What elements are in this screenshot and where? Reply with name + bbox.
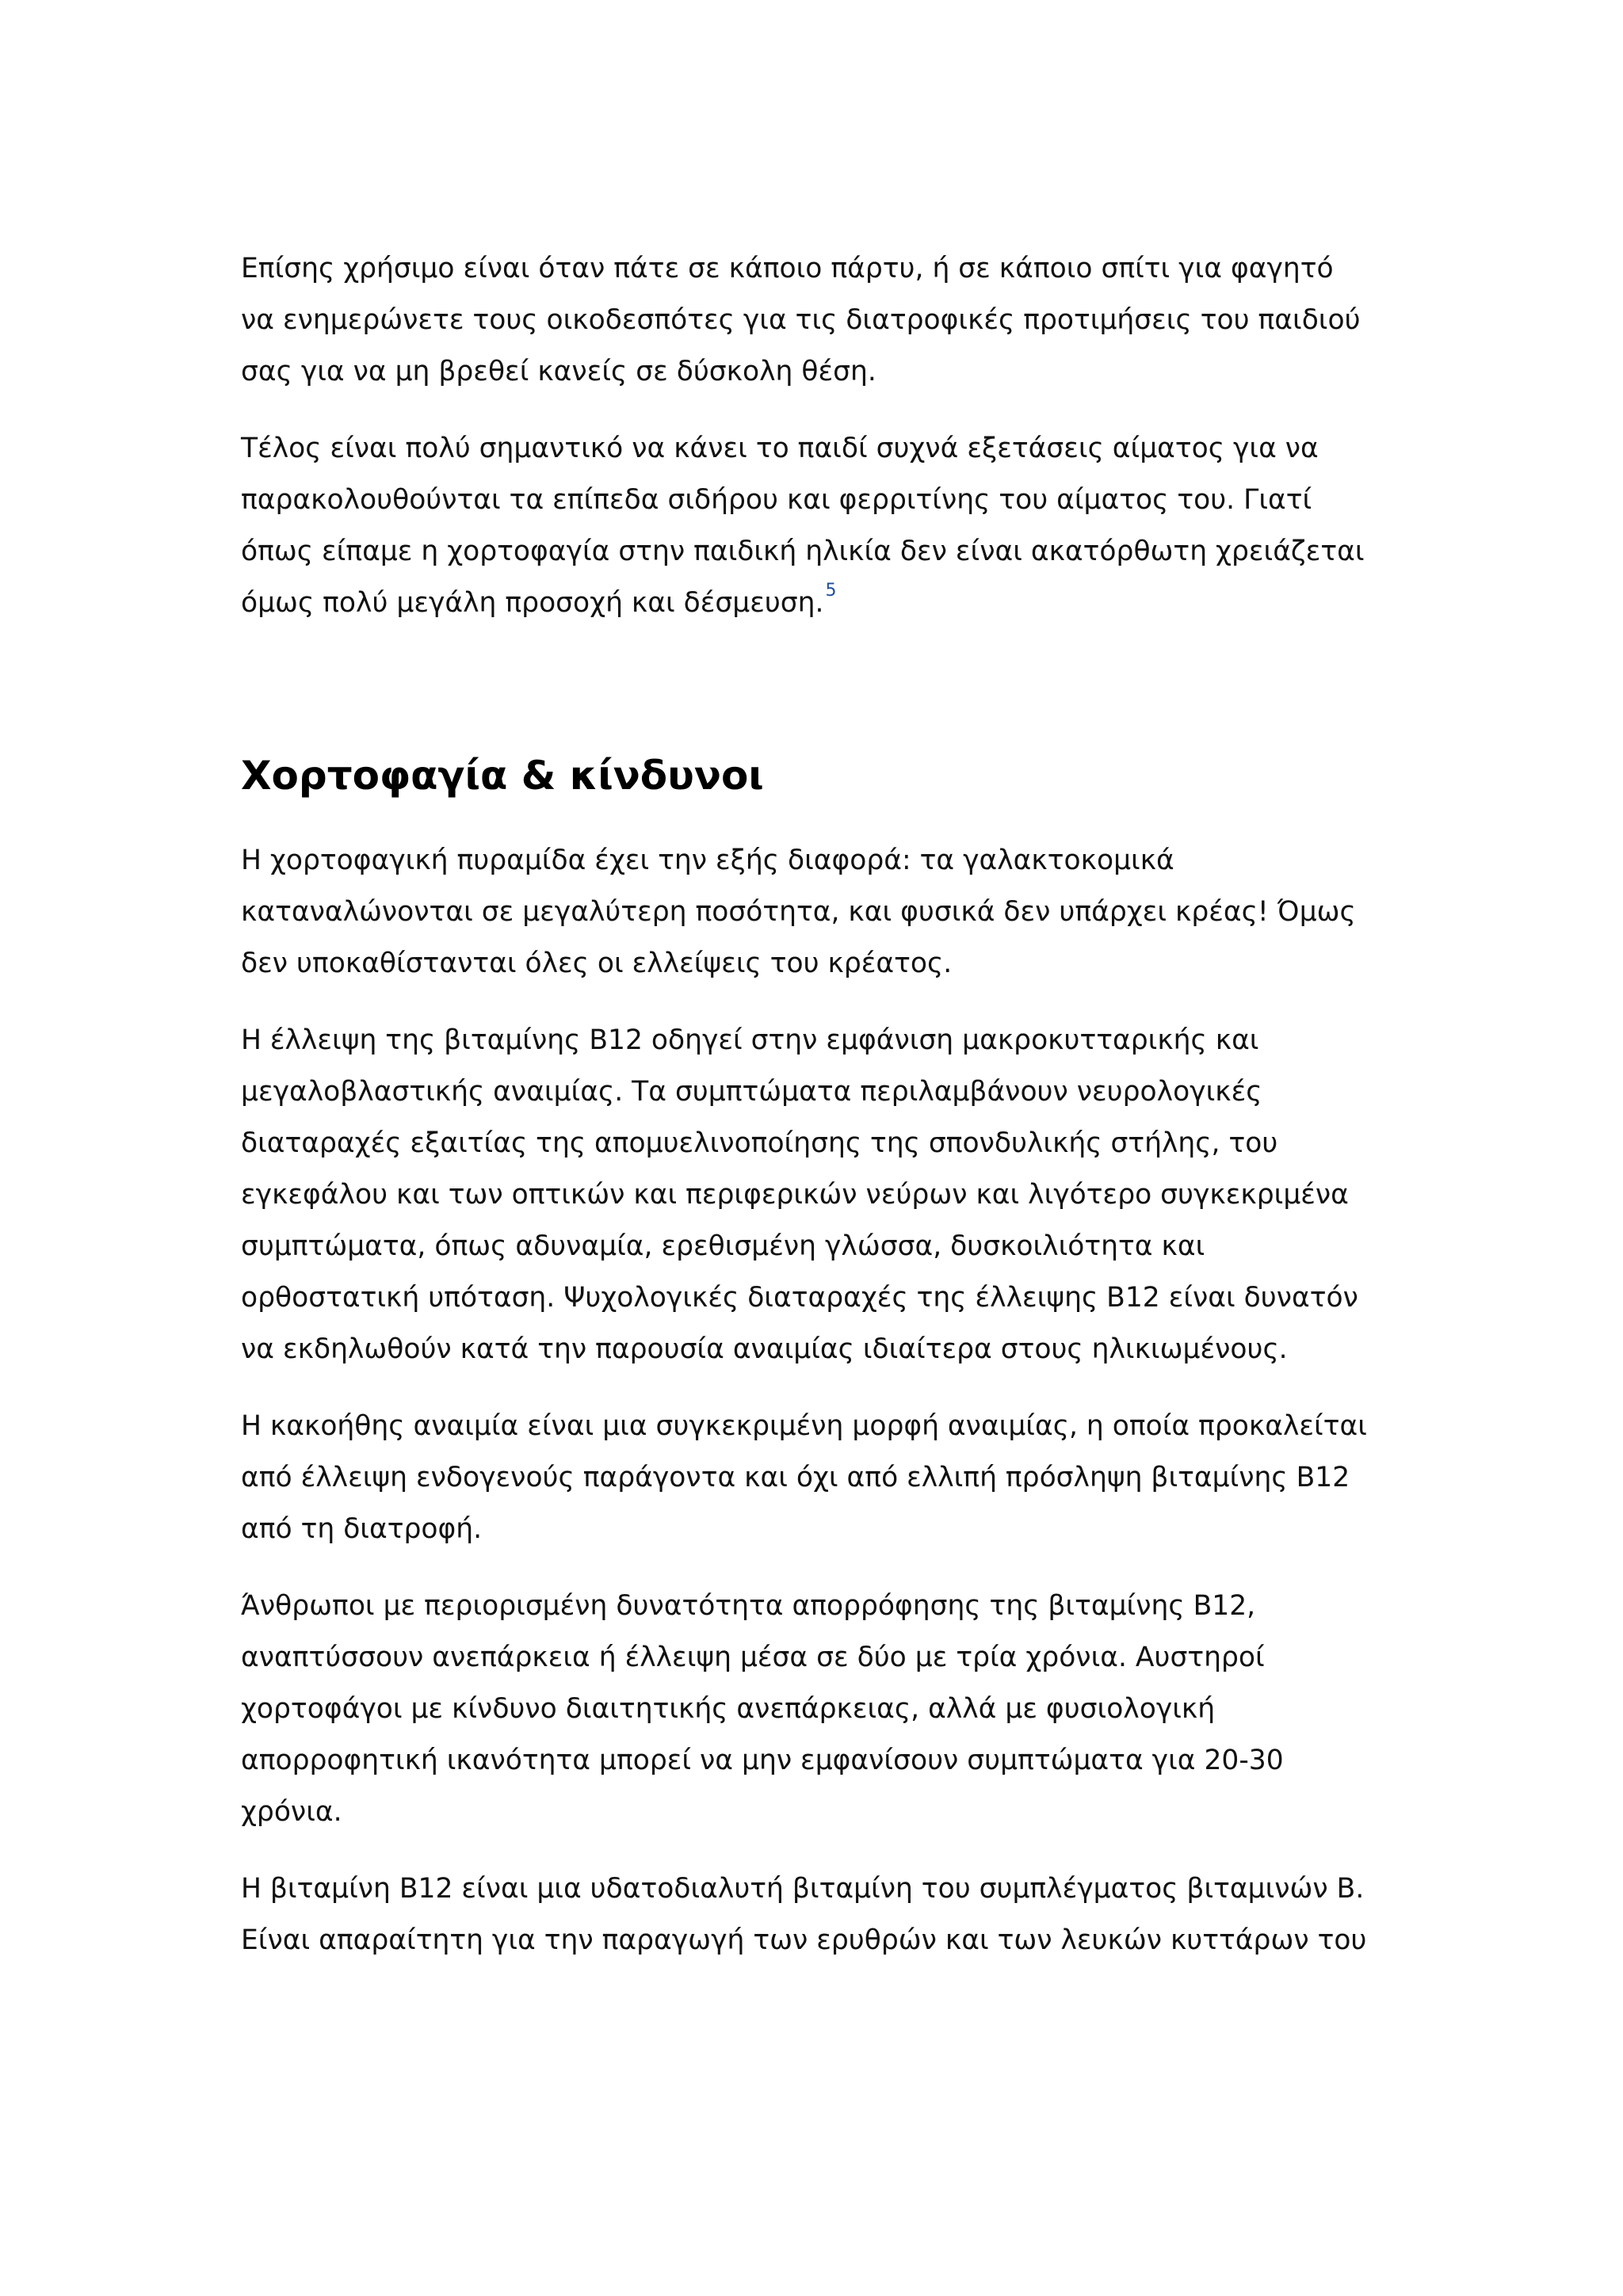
text-line: σας για να μη βρεθεί κανείς σε δύσκολη θέση. [241, 356, 876, 387]
page-content [241, 243, 1398, 1966]
text-line: αναπτύσσουν ανεπάρκεια ή έλλειψη μέσα σε δύο με τρία χρόνια. Αυστηροί [241, 1642, 1265, 1673]
paragraph-party-advice [241, 243, 1398, 398]
text-line: απορροφητική ικανότητα μπορεί να μην εμφανίσουν συμπτώματα για 20-30 [241, 1745, 1284, 1776]
text-line: χρόνια. [241, 1796, 342, 1828]
text-line: Είναι απαραίτητη για την παραγωγή των ερυθρών και των λευκών κυττάρων του [241, 1924, 1367, 1956]
paragraph-blood-tests [241, 423, 1398, 629]
paragraph-pernicious-anemia [241, 1401, 1398, 1555]
paragraph-absorption [241, 1581, 1398, 1838]
paragraph-b12-definition [241, 1863, 1398, 1966]
paragraph-vegetarian-pyramid [241, 835, 1398, 990]
text-line: Η χορτοφαγική πυραμίδα έχει την εξής διαφορά: τα γαλακτοκομικά [241, 845, 1174, 876]
text-line: όπως είπαμε η χορτοφαγία στην παιδική ηλικία δεν είναι ακατόρθωτη χρειάζεται [241, 536, 1365, 567]
text-line: συμπτώματα, όπως αδυναμία, ερεθισμένη γλώσσα, δυσκοιλιότητα και [241, 1230, 1205, 1262]
text-line: διαταραχές εξαιτίας της απομυελινοποίησης της σπονδυλικής στήλης, του [241, 1127, 1278, 1159]
text-line: εγκεφάλου και των οπτικών και περιφερικών νεύρων και λιγότερο συγκεκριμένα [241, 1179, 1349, 1211]
footnote-reference[interactable]: 5 [825, 581, 837, 601]
text-line: όμως πολύ μεγάλη προσοχή και δέσμευση. [241, 587, 824, 619]
section-heading: Χορτοφαγία & κίνδυνοι [241, 753, 764, 799]
text-line: να εκδηλωθούν κατά την παρουσία αναιμίας ιδιαίτερα στους ηλικιωμένους. [241, 1333, 1288, 1365]
text-line: από έλλειψη ενδογενούς παράγοντα και όχι από ελλιπή πρόσληψη βιταμίνης Β12 [241, 1462, 1350, 1493]
text-line: Άνθρωποι με περιορισμένη δυνατότητα απορρόφησης της βιταμίνης Β12, [241, 1590, 1256, 1622]
text-line: Επίσης χρήσιμο είναι όταν πάτε σε κάποιο πάρτυ, ή σε κάποιο σπίτι για φαγητό [241, 253, 1334, 284]
text-line: Τέλος είναι πολύ σημαντικό να κάνει το παιδί συχνά εξετάσεις αίματος για να [241, 433, 1319, 464]
text-line: μεγαλοβλαστικής αναιμίας. Τα συμπτώματα περιλαμβάνουν νευρολογικές [241, 1076, 1262, 1108]
text-line: χορτοφάγοι με κίνδυνο διαιτητικής ανεπάρκειας, αλλά με φυσιολογική [241, 1693, 1216, 1725]
text-line: Η κακοήθης αναιμία είναι μια συγκεκριμένη μορφή αναιμίας, η οποία προκαλείται [241, 1410, 1367, 1442]
text-line-with-footnote [241, 578, 1398, 629]
text-line: παρακολουθούνται τα επίπεδα σιδήρου και φερριτίνης του αίματος του. Γιατί [241, 484, 1312, 516]
text-line: από τη διατροφή. [241, 1513, 483, 1545]
text-line: να ενημερώνετε τους οικοδεσπότες για τις διατροφικές προτιμήσεις του παιδιού [241, 304, 1361, 336]
text-line: καταναλώνονται σε μεγαλύτερη ποσότητα, και φυσικά δεν υπάρχει κρέας! Όμως [241, 896, 1356, 928]
text-line: δεν υποκαθίστανται όλες οι ελλείψεις του κρέατος. [241, 948, 953, 979]
text-line: ορθοστατική υπόταση. Ψυχολογικές διαταραχές της έλλειψης Β12 είναι δυνατόν [241, 1282, 1358, 1314]
text-line: Η βιταμίνη Β12 είναι μια υδατοδιαλυτή βιταμίνη του συμπλέγματος βιταμινών Β. [241, 1873, 1365, 1905]
text-line: Η έλλειψη της βιταμίνης Β12 οδηγεί στην εμφάνιση μακροκυτταρικής και [241, 1024, 1259, 1056]
paragraph-b12-deficiency [241, 1015, 1398, 1375]
